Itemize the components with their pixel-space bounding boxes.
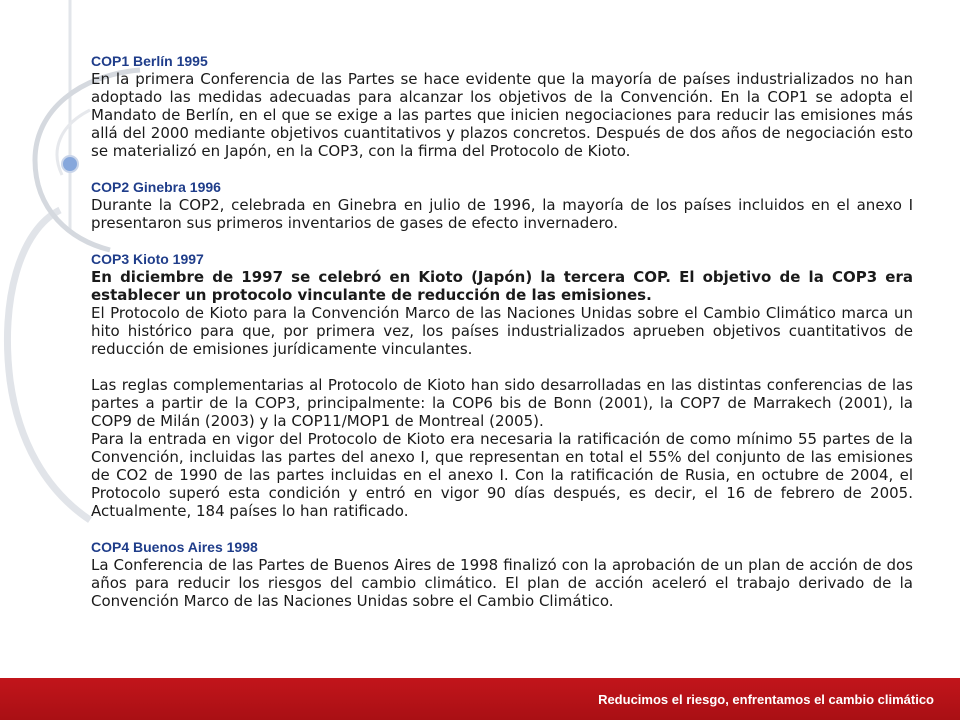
section-1 xyxy=(91,52,913,160)
section-paragraph: El Protocolo de Kioto para la Convención Marco de las Naciones Unidas sobre el Cambio Climático marca un hito histórico para que, por primera vez, los países industrializados aprueben objetivos cuantitativos de reducción de emisiones jurídicamente vinculantes. xyxy=(91,304,913,358)
document-body xyxy=(91,52,913,610)
section-3 xyxy=(91,250,913,520)
section-paragraph: Para la entrada en vigor del Protocolo de Kioto era necesaria la ratificación de como mínimo 55 partes de la Convención, incluidas las partes del anexo I, que representan en total el 55% del conjunto de las emisiones de CO2 de 1990 de las partes incluidas en el anexo I. Con la ratificación de Rusia, en octubre de 2004, el Protocolo superó esta condición y entró en vigor 90 días después, es decir, el 16 de febrero de 2005. Actualmente, 184 países lo han ratificado. xyxy=(91,430,913,520)
section-paragraph: En la primera Conferencia de las Partes se hace evidente que la mayoría de países industrializados no han adoptado las medidas adecuadas para alcanzar los objetivos de la Convención. En la COP1 se adopta el Mandato de Berlín, en el que se exige a las partes que inicien negociaciones para reducir las emisiones más allá del 2000 mediante objetivos cuantitativos y plazos concretos. Después de dos años de negociación esto se materializó en Japón, en la COP3, con la firma del Protocolo de Kioto. xyxy=(91,70,913,160)
section-paragraph: La Conferencia de las Partes de Buenos Aires de 1998 finalizó con la aprobación de un plan de acción de dos años para reducir los riesgos del cambio climático. El plan de acción aceleró el trabajo derivado de la Convención Marco de las Naciones Unidas sobre el Cambio Climático. xyxy=(91,556,913,610)
section-paragraph: Las reglas complementarias al Protocolo de Kioto han sido desarrolladas en las distintas conferencias de las partes a partir de la COP3, principalmente: la COP6 bis de Bonn (2001), la COP7 de Marrakech (2001), la COP9 de Milán (2003) y la COP11/MOP1 de Montreal (2005). xyxy=(91,376,913,430)
section-heading: COP3 Kioto 1997 xyxy=(91,251,204,267)
section-heading: COP2 Ginebra 1996 xyxy=(91,179,221,195)
footer-slogan: Reducimos el riesgo, enfrentamos el cambio climático xyxy=(598,692,934,707)
section-4 xyxy=(91,538,913,610)
decorative-dot xyxy=(62,156,78,172)
section-paragraph: En diciembre de 1997 se celebró en Kioto (Japón) la tercera COP. El objetivo de la COP3 era establecer un protocolo vinculante de reducción de las emisiones. xyxy=(91,268,913,304)
decorative-arc-large xyxy=(7,210,90,520)
section-paragraph: Durante la COP2, celebrada en Ginebra en julio de 1996, la mayoría de los países incluidos en el anexo I presentaron sus primeros inventarios de gases de efecto invernadero. xyxy=(91,196,913,232)
footer-bar xyxy=(0,678,960,720)
section-heading: COP4 Buenos Aires 1998 xyxy=(91,539,258,555)
section-2 xyxy=(91,178,913,232)
section-heading: COP1 Berlín 1995 xyxy=(91,53,208,69)
